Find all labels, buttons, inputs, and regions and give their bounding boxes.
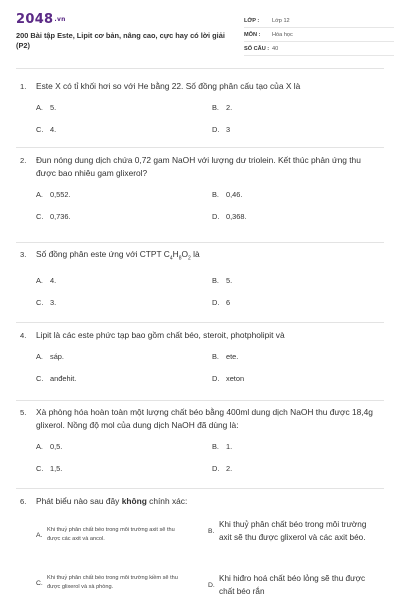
- option-letter: B.: [208, 527, 215, 535]
- question-text-emphasis: không: [121, 496, 147, 506]
- question-number: 3.: [20, 250, 27, 259]
- option-c[interactable]: [36, 125, 206, 135]
- formula-subscript: 4: [169, 255, 173, 262]
- question-text-part: Phát biểu nào sau đây: [36, 496, 122, 506]
- question-1: [20, 80, 380, 143]
- option-a[interactable]: [36, 190, 206, 200]
- question-6: [20, 495, 380, 508]
- formula-text: Số đồng phân este ứng với CTPT C: [36, 249, 170, 259]
- option-text: anđehit.: [50, 374, 77, 383]
- option-text: 0,46.: [226, 190, 243, 199]
- option-c[interactable]: [36, 212, 206, 222]
- option-b[interactable]: [212, 352, 382, 362]
- option-letter: D.: [212, 125, 220, 134]
- option-letter: C.: [36, 374, 44, 383]
- meta-value: Lớp 12: [272, 17, 290, 24]
- option-a[interactable]: [36, 352, 206, 362]
- formula-subscript: 2: [188, 255, 191, 262]
- option-d[interactable]: [212, 125, 382, 135]
- option-text: 0,736.: [50, 212, 71, 221]
- question-number: 4.: [20, 331, 27, 340]
- document-title: 200 Bài tập Este, Lipit cơ bản, nâng cao, cực hay có lời giải (P2): [16, 31, 225, 50]
- option-text: 4.: [50, 275, 57, 285]
- divider: [16, 400, 384, 401]
- logo-suffix: .vn: [54, 16, 66, 23]
- option-d[interactable]: [212, 374, 382, 384]
- meta-value: 40: [272, 45, 279, 52]
- meta-label: LỚP :: [244, 17, 260, 24]
- question-2: [20, 154, 380, 230]
- divider: [16, 147, 384, 148]
- answer-options: [36, 103, 380, 143]
- option-letter: C.: [36, 125, 44, 134]
- option-b[interactable]: [212, 442, 382, 452]
- option-text: Khi hiđro hoá chất béo lỏng sẽ thu được chất béo rắn: [219, 574, 366, 596]
- option-d[interactable]: [212, 464, 382, 474]
- option-letter: D.: [212, 374, 220, 383]
- question-text-part: chính xác:: [146, 496, 188, 506]
- option-letter: A.: [36, 103, 43, 112]
- option-c[interactable]: [36, 374, 206, 384]
- option-d[interactable]: [208, 572, 367, 598]
- option-letter: D.: [212, 212, 220, 221]
- option-letter: C.: [36, 212, 44, 221]
- option-letter: A.: [36, 531, 43, 539]
- answer-options: [36, 352, 380, 392]
- formula-text: O: [181, 249, 188, 259]
- option-text: 4.: [50, 125, 57, 134]
- question-text: [36, 248, 380, 266]
- question-text: [36, 495, 380, 508]
- option-text: ete.: [226, 352, 239, 361]
- site-logo[interactable]: [16, 12, 66, 27]
- question-text: Este X có tỉ khối hơi so với He bằng 22. Số đồng phân cấu tạo của X là: [36, 81, 301, 91]
- divider: [16, 488, 384, 489]
- option-text: sáp.: [50, 352, 64, 361]
- option-letter: C.: [36, 297, 44, 307]
- divider: [16, 242, 384, 243]
- question-text: Xà phòng hóa hoàn toàn một lượng chất béo bằng 400ml dung dịch NaOH thu được 18,4g glixerol. Nồng độ mol của dung dịch NaOH đã dùng là:: [36, 407, 373, 430]
- question-3: [20, 248, 380, 316]
- option-letter: B.: [212, 190, 219, 199]
- option-letter: A.: [36, 190, 43, 199]
- formula-subscript: 8: [178, 255, 182, 262]
- option-letter: D.: [208, 581, 215, 589]
- option-b[interactable]: [212, 276, 382, 286]
- meta-label: MÔN :: [244, 31, 261, 38]
- option-letter: B.: [212, 352, 219, 361]
- option-c[interactable]: [36, 298, 206, 308]
- option-text: 1.: [226, 442, 233, 451]
- formula-text: là: [190, 249, 200, 259]
- option-a[interactable]: [36, 276, 206, 286]
- document-header: [16, 12, 384, 62]
- option-a[interactable]: [36, 526, 187, 544]
- option-a[interactable]: [36, 103, 206, 113]
- option-b[interactable]: [208, 518, 367, 544]
- question-4: [20, 329, 380, 392]
- meta-value: Hóa học: [272, 31, 293, 38]
- option-text: 2.: [226, 103, 233, 112]
- option-c[interactable]: [36, 574, 187, 592]
- meta-label: SỐ CÂU :: [244, 45, 270, 52]
- question-text: Đun nóng dung dịch chứa 0,72 gam NaOH với lượng dư triolein. Kết thúc phản ứng thu được bao nhiêu gam glixerol?: [36, 155, 361, 178]
- divider: [16, 322, 384, 323]
- option-text: 3.: [50, 297, 57, 307]
- option-b[interactable]: [212, 190, 382, 200]
- meta-row-subject: [244, 28, 394, 42]
- option-text: 5.: [50, 103, 57, 112]
- question-text: Lipit là các este phức tạp bao gồm chất béo, steroit, photpholipit và: [36, 330, 285, 340]
- question-5: [20, 406, 380, 482]
- question-number: 6.: [20, 497, 27, 506]
- formula-text: H: [172, 249, 179, 259]
- answer-options: [36, 442, 380, 482]
- answer-options: [36, 518, 380, 600]
- option-letter: B.: [212, 442, 219, 451]
- option-d[interactable]: [212, 212, 382, 222]
- option-letter: C.: [36, 464, 44, 473]
- option-text: xeton: [226, 374, 245, 383]
- option-text: Khi thuỷ phân chất béo trong môi trường kiềm sẽ thu được glixerol và xà phòng.: [47, 575, 178, 590]
- option-letter: B.: [212, 275, 219, 285]
- meta-row-count: [244, 42, 394, 56]
- option-letter: A.: [36, 442, 43, 451]
- option-letter: C.: [36, 579, 43, 587]
- option-letter: D.: [212, 464, 220, 473]
- logo-text: 2048: [16, 12, 54, 27]
- option-text: 0,5.: [50, 442, 63, 451]
- option-b[interactable]: [212, 103, 382, 113]
- option-letter: D.: [212, 297, 220, 307]
- option-text: Khi thuỷ phân chất béo trong môi trường axit sẽ thu được các axit và ancol.: [47, 527, 175, 542]
- option-text: 6: [226, 297, 231, 307]
- option-text: Khi thuỷ phân chất béo trong môi trường axit sẽ thu được glixerol và các axit béo.: [219, 520, 367, 542]
- document-meta: [244, 14, 394, 56]
- question-number: 1.: [20, 82, 27, 91]
- divider: [16, 68, 384, 69]
- answer-options: [36, 190, 380, 230]
- meta-row-class: [244, 14, 394, 28]
- option-letter: B.: [212, 103, 219, 112]
- option-a[interactable]: [36, 442, 206, 452]
- option-text: 2.: [226, 464, 233, 473]
- answer-options: [36, 276, 380, 316]
- option-text: 5.: [226, 275, 233, 285]
- option-text: 0,368.: [226, 212, 247, 221]
- question-number: 2.: [20, 156, 27, 165]
- question-number: 5.: [20, 408, 27, 417]
- option-d[interactable]: [212, 298, 382, 308]
- option-c[interactable]: [36, 464, 206, 474]
- option-text: 0,552.: [50, 190, 71, 199]
- option-text: 3: [226, 125, 231, 134]
- option-letter: A.: [36, 275, 43, 285]
- option-text: 1,5.: [50, 464, 63, 473]
- option-letter: A.: [36, 352, 43, 361]
